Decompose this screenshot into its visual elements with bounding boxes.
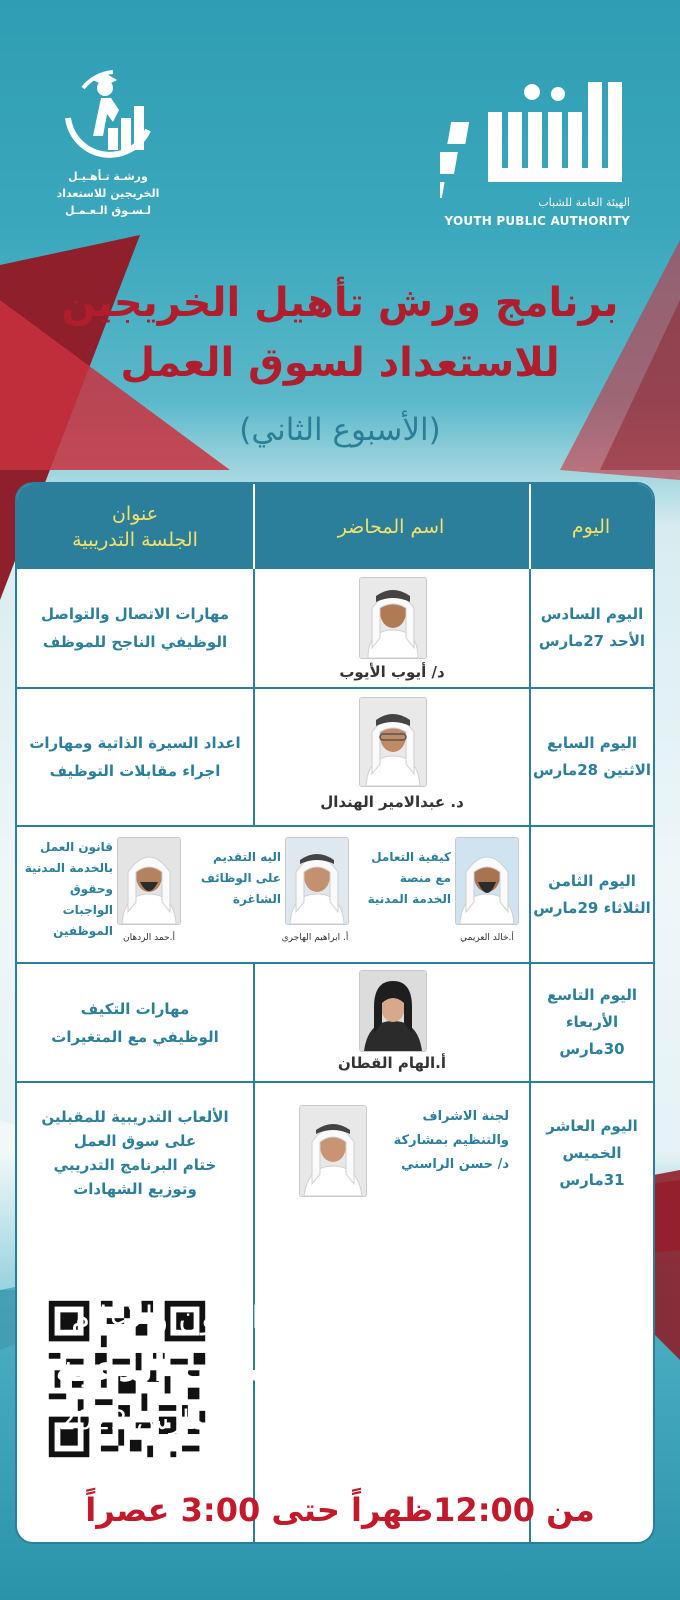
row2-lecturer-name: د. عبدالامير الهندال (320, 793, 464, 811)
header-session-label-2: الجلسة التدريبية (72, 528, 198, 551)
row5-day-name: اليوم العاشر (546, 1116, 638, 1135)
row5-day-date: الخميس 31مارس (559, 1143, 625, 1189)
lecturer-photo (285, 837, 349, 925)
lecturer-photo (359, 697, 427, 787)
row5-lecturer (255, 1083, 529, 1223)
row1-day (531, 569, 653, 687)
program-title: برنامج ورش تأهيل الخريجين (61, 280, 619, 326)
row3-day-date: الثلاثاء 29مارس (533, 898, 651, 917)
row2-lecturer (255, 689, 529, 825)
lecturer-b-caption: أ. ابراهيم الهاجري (281, 933, 349, 943)
header-day (529, 484, 653, 569)
workshop-logo-line3: لـسـوق الـعـمـل (65, 204, 151, 217)
lecturer-a-topic-line2: مع منصة (399, 871, 451, 885)
program-title-line2: للاستعداد لسوق العمل (120, 340, 560, 386)
row4-day-date: الأربعاء 30مارس (559, 1013, 625, 1058)
authority-arabic-name: الهيئة العامة للشباب (538, 196, 630, 209)
row4-day (531, 964, 653, 1081)
lecturer-b-topic-line3: الشاغرة (232, 892, 281, 906)
venue-academy: أكاديمية الفنون والإعلام (70, 1300, 370, 1336)
row5-lecturer-line3: د/ حسن الراسني (401, 1157, 509, 1172)
row5-topic-line1: الألعاب التدريبية للمقبلين (41, 1108, 229, 1126)
week-label: (الأسبوع الثاني) (239, 412, 441, 448)
row1-topic-line2: الوظيفي الناجح للموظف (42, 633, 228, 651)
row2-day-date: الاثنين 28مارس (532, 761, 652, 779)
person-icon (300, 1106, 366, 1196)
workshop-logo-line2: الخريجين للاستعداد (56, 187, 160, 200)
lecturer-c-topic-line3: وحقوق الواجبات (62, 882, 113, 917)
row4-lecturer (255, 964, 529, 1081)
row4-topic (17, 964, 253, 1081)
row5-topic-line2: على سوق العمل (73, 1132, 197, 1150)
person-icon (360, 698, 426, 786)
lecturer-c-topic-line2: بالخدمة المدنية (24, 861, 113, 875)
row5-topic-line4: وتوزيع الشهادات (73, 1180, 197, 1198)
lecturer-photo (359, 970, 427, 1052)
header-day-label: اليوم (571, 515, 611, 538)
table-header (17, 484, 653, 569)
event-time: من 12:00ظهراً حتى 3:00 عصراً (85, 1491, 595, 1529)
row5-topic (17, 1083, 253, 1223)
venue-center: مركز شباب الدعية (55, 1347, 385, 1390)
lecturer-photo (299, 1105, 367, 1197)
row2-topic-line1: اعداد السيرة الذاتية ومهارات (29, 734, 241, 752)
lecturer-b-topic (191, 847, 281, 910)
person-icon (286, 838, 348, 924)
row3-day (531, 827, 653, 962)
lecturer-b-topic-line1: اليه التقديم (213, 850, 281, 864)
youth-authority-logo (440, 72, 630, 242)
shabab-logo-icon (440, 72, 630, 202)
lecturer-c-caption: أ.حمد الردهان (122, 933, 176, 943)
row4-lecturer-name: أ.الهام القطان (338, 1054, 446, 1072)
row1-topic-line1: مهارات الاتصال والتواصل (40, 605, 230, 623)
row5-lecturer-text (359, 1105, 509, 1177)
person-icon (118, 838, 180, 924)
row4-topic-line1: مهارات التكيف (80, 999, 190, 1018)
row5-lecturer-line1: لجنة الاشراف (422, 1109, 509, 1124)
header-session (17, 484, 253, 569)
row1-lecturer-name: د/ أيوب الأيوب (339, 663, 445, 681)
workshop-logo-line1: ورشـة تـأهـيـل (68, 170, 148, 183)
person-icon (456, 838, 518, 924)
lecturer-c-topic-line1: قانون العمل (40, 840, 113, 854)
header-separator (529, 484, 531, 569)
row3-lecturers (17, 827, 529, 962)
lecturer-a-caption: أ.خالد العريمي (460, 933, 514, 943)
lecturer-a-topic-line3: الخدمة المدنية (367, 892, 451, 906)
row1-day-date: الأحد 27مارس (538, 632, 646, 650)
header-lecturer-label: اسم المحاضر (337, 515, 445, 538)
row2-topic (17, 689, 253, 825)
lecturer-photo (455, 837, 519, 925)
header-session-label-1: عنوان (111, 502, 159, 525)
row5-day (531, 1083, 653, 1223)
lecturer-photo (117, 837, 181, 925)
row4-topic-line2: الوظيفي مع المتغيرات (51, 1027, 219, 1046)
row1-topic (17, 569, 253, 687)
header-lecturer (253, 484, 529, 569)
lecturer-a-topic-line1: كيفية التعامل (371, 850, 451, 864)
lecturer-b-topic-line2: على الوظائف (200, 871, 281, 885)
row3-day-name: اليوم الثامن (548, 871, 636, 890)
row5-lecturer-line2: والتنظيم بمشاركة (393, 1133, 509, 1148)
row4-day-name: اليوم التاسع (546, 986, 638, 1004)
row5-topic-line3: ختام البرنامج التدريبي (53, 1156, 217, 1174)
workshop-logo (48, 58, 168, 228)
row2-topic-line2: اجراء مقابلات التوظيف (49, 762, 221, 780)
lecturer-c-topic-line4: الموظفين (53, 924, 113, 938)
person-icon (360, 578, 426, 658)
authority-english-name: YOUTH PUBLIC AUTHORITY (444, 214, 630, 228)
lecturer-c-topic (23, 837, 113, 942)
row2-day-name: اليوم السابع (546, 734, 638, 752)
lecturer-photo (359, 577, 427, 659)
row1-lecturer (255, 569, 529, 687)
row2-day (531, 689, 653, 825)
lecturer-a-topic (347, 847, 451, 910)
header-separator (253, 484, 255, 569)
graduate-chart-icon (53, 58, 163, 168)
event-dates: من 20 إلى 31 مارس 2022 (58, 1405, 382, 1436)
row1-day-name: اليوم السادس (540, 605, 644, 623)
person-icon (360, 971, 426, 1051)
